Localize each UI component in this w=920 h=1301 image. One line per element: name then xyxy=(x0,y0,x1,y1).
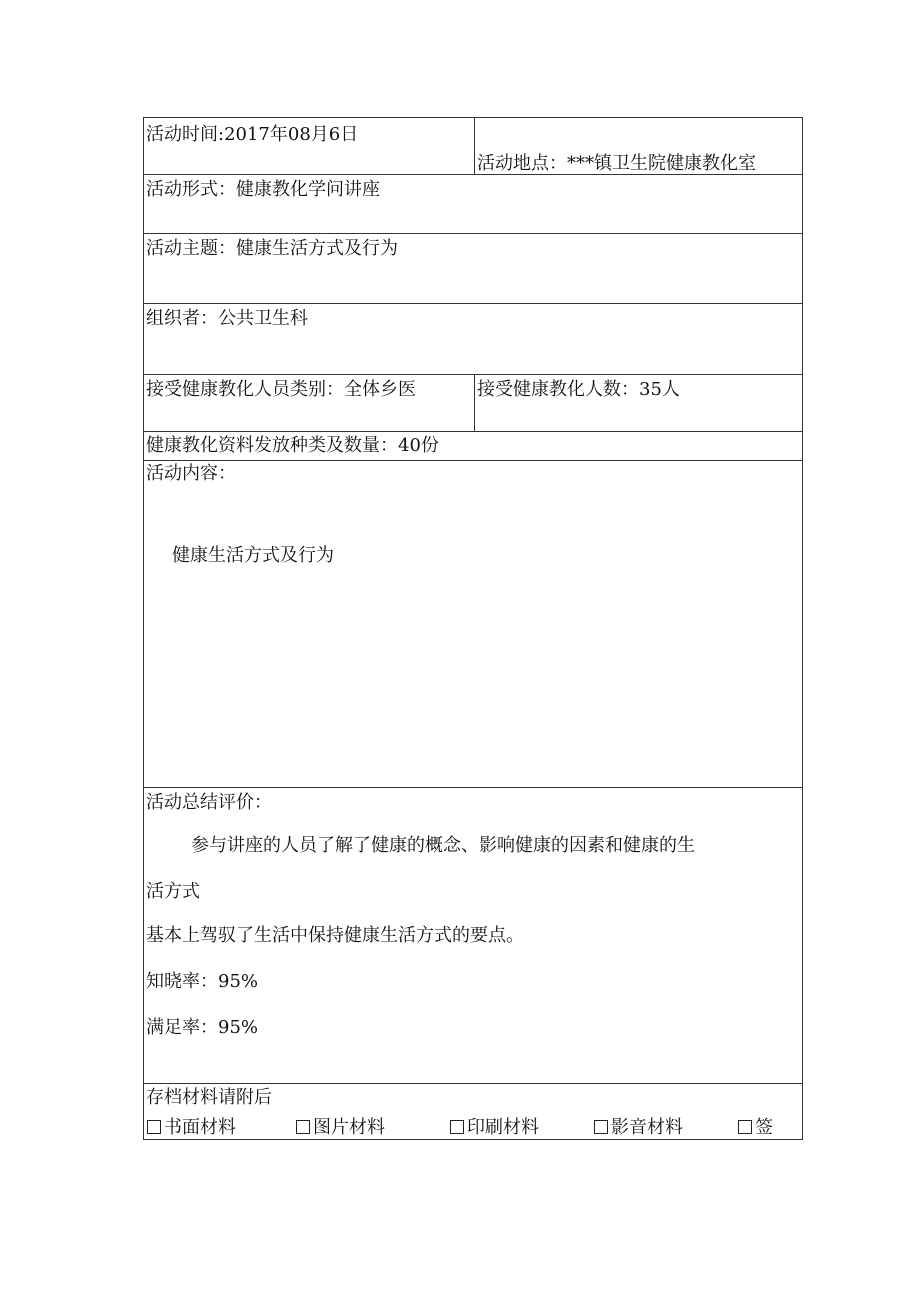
archive-label: 存档材料请附后 xyxy=(146,1087,272,1108)
time-cell xyxy=(144,118,474,174)
content-label: 活动内容： xyxy=(146,463,236,484)
checkbox[interactable] xyxy=(147,1120,161,1134)
archive-option-audiovisual[interactable]: 影音材料 xyxy=(594,1117,683,1139)
archive-option-sign[interactable]: 签 xyxy=(738,1117,773,1139)
summary-label: 活动总结评价： xyxy=(146,792,272,813)
organizer: 组织者：公共卫生科 xyxy=(146,308,308,329)
row-materials xyxy=(144,432,802,461)
archive-option-printed[interactable]: 印刷材料 xyxy=(450,1117,539,1139)
row-content xyxy=(144,461,802,788)
materials-distributed: 健康教化资料发放种类及数量：40份 xyxy=(146,435,439,456)
checkbox[interactable] xyxy=(594,1120,608,1134)
row-audience xyxy=(144,375,802,432)
row-time-location xyxy=(144,118,802,175)
audience-category: 接受健康教化人员类别：全体乡医 xyxy=(146,379,416,400)
archive-option-written[interactable]: 书面材料 xyxy=(147,1117,236,1139)
summary-line-2: 活方式 xyxy=(146,881,200,902)
row-activity-form xyxy=(144,175,802,234)
audience-count-cell xyxy=(474,375,804,431)
awareness-rate: 知晓率：95% xyxy=(146,971,259,992)
archive-option-pictures[interactable]: 图片材料 xyxy=(296,1117,385,1139)
row-activity-theme xyxy=(144,234,802,304)
summary-line-1: 参与讲座的人员了解了健康的概念、影响健康的因素和健康的生 xyxy=(191,835,695,856)
activity-time: 活动时间:2017年08月6日 xyxy=(146,124,359,145)
audience-category-cell xyxy=(144,375,474,431)
satisfaction-rate: 满足率：95% xyxy=(146,1017,259,1038)
checkbox[interactable] xyxy=(738,1120,752,1134)
activity-location: 活动地点：***镇卫生院健康教化室 xyxy=(477,153,756,174)
checkbox[interactable] xyxy=(296,1120,310,1134)
content-text: 健康生活方式及行为 xyxy=(172,545,334,566)
checkbox[interactable] xyxy=(450,1120,464,1134)
audience-count: 接受健康教化人数：35人 xyxy=(477,379,680,400)
row-summary xyxy=(144,788,802,1084)
activity-record-form xyxy=(143,117,803,1140)
activity-form: 活动形式：健康教化学问讲座 xyxy=(146,179,380,200)
row-archive xyxy=(144,1084,802,1141)
location-cell xyxy=(474,118,804,174)
row-organizer xyxy=(144,304,802,375)
summary-line-3: 基本上驾驭了生活中保持健康生活方式的要点。 xyxy=(146,925,524,946)
activity-theme: 活动主题：健康生活方式及行为 xyxy=(146,238,398,259)
